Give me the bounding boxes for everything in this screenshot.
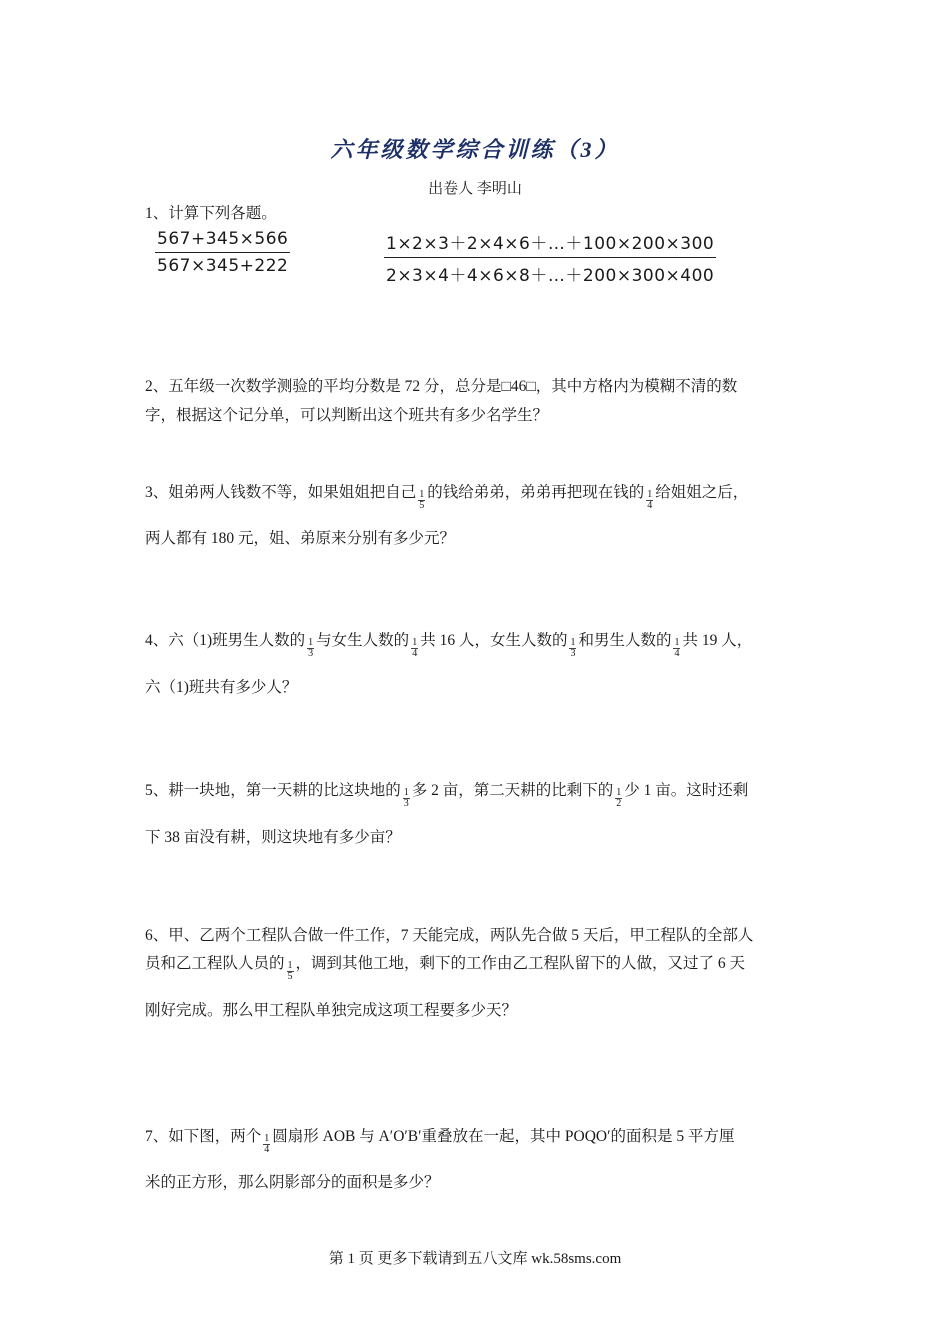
q1-expr2-numerator: 1×2×3＋2×4×6＋…＋100×200×300 bbox=[386, 234, 715, 254]
question-4-line-2: 六（1)班共有多少人？ bbox=[145, 679, 298, 696]
q6-fraction-1 bbox=[287, 961, 294, 982]
q4-f3-numerator: 1 bbox=[570, 636, 576, 648]
q4-text-1: 4、六（1)班男生人数的 bbox=[145, 632, 306, 649]
q4-text-4: 和男生人数的 bbox=[578, 632, 672, 649]
q5-f2-denominator: 2 bbox=[616, 797, 622, 809]
q1-expression-1 bbox=[155, 229, 290, 276]
q3-f2-denominator: 4 bbox=[647, 499, 653, 511]
q7-text-1: 7、如下图，两个 bbox=[145, 1128, 262, 1145]
q5-fraction-2 bbox=[615, 788, 622, 809]
q5-text-2: 多 2 亩，第二天耕的比剩下的 bbox=[411, 782, 614, 799]
q1-expr1-numerator: 567+345×566 bbox=[157, 229, 289, 249]
question-1-text: 1、计算下列各题。 bbox=[145, 205, 277, 222]
q4-fraction-2 bbox=[411, 638, 418, 659]
q3-fraction-2 bbox=[646, 490, 653, 511]
question-3-line-2: 两人都有 180 元，姐、弟原来分别有多少元？ bbox=[145, 530, 456, 547]
q4-fraction-1 bbox=[307, 638, 314, 659]
q4-f4-denominator: 4 bbox=[674, 647, 680, 659]
q7-f1-numerator: 1 bbox=[264, 1132, 270, 1144]
q3-f2-numerator: 1 bbox=[647, 488, 653, 500]
q4-f2-denominator: 4 bbox=[412, 647, 418, 659]
question-2-line-2: 字，根据这个记分单，可以判断出这个班共有多少名学生？ bbox=[145, 407, 549, 424]
q4-f2-numerator: 1 bbox=[412, 636, 418, 648]
question-7-line-2: 米的正方形，那么阴影部分的面积是多少？ bbox=[145, 1174, 440, 1191]
q3-text-1: 3、姐弟两人钱数不等，如果姐姐把自己 bbox=[145, 484, 417, 501]
q4-f3-denominator: 3 bbox=[570, 647, 576, 659]
q6-text-2: ，调到其他工地，剩下的工作由乙工程队留下的人做，又过了 6 天 bbox=[295, 955, 746, 972]
question-4-line-1 bbox=[145, 628, 807, 659]
question-6-line-1: 6、甲、乙两个工程队合做一件工作，7 天能完成，两队先合做 5 天后，甲工程队的全部人 bbox=[145, 927, 754, 944]
q4-f1-denominator: 3 bbox=[308, 647, 314, 659]
q3-text-2: 的钱给弟弟，弟弟再把现在钱的 bbox=[427, 484, 645, 501]
q7-f1-denominator: 4 bbox=[264, 1143, 270, 1155]
q3-fraction-1 bbox=[418, 490, 425, 511]
q7-fraction-1 bbox=[263, 1134, 270, 1155]
question-7-line-1 bbox=[145, 1124, 807, 1155]
q3-text-3: 给姐姐之后， bbox=[655, 484, 749, 501]
question-6-line-3: 刚好完成。那么甲工程队单独完成这项工程要多少天？ bbox=[145, 1002, 518, 1019]
question-2-line-1: 2、五年级一次数学测验的平均分数是 72 分，总分是□46□，其中方格内为模糊不清的数 bbox=[145, 378, 738, 395]
q6-f1-numerator: 1 bbox=[287, 959, 293, 971]
q3-f1-denominator: 5 bbox=[419, 499, 425, 511]
q5-text-1: 5、耕一块地，第一天耕的比这块地的 bbox=[145, 782, 401, 799]
question-5-line-2: 下 38 亩没有耕，则这块地有多少亩？ bbox=[145, 829, 401, 846]
q4-text-3: 共 16 人，女生人数的 bbox=[420, 632, 568, 649]
q4-text-2: 与女生人数的 bbox=[316, 632, 410, 649]
q4-f1-numerator: 1 bbox=[308, 636, 314, 648]
question-6-line-2 bbox=[145, 951, 807, 982]
q4-text-5: 共 19 人， bbox=[682, 632, 753, 649]
author-line: 出卷人 李明山 bbox=[428, 181, 522, 197]
page-title: 六年级数学综合训练（3） bbox=[330, 137, 620, 162]
question-3-line-1 bbox=[145, 480, 807, 511]
q1-expression-2 bbox=[384, 229, 716, 286]
q4-fraction-4 bbox=[673, 638, 680, 659]
q3-f1-numerator: 1 bbox=[419, 488, 425, 500]
q4-f4-numerator: 1 bbox=[674, 636, 680, 648]
q7-text-2: 圆扇形 AOB 与 A′O′B′重叠放在一起，其中 POQO′的面积是 5 平方厘 bbox=[272, 1128, 735, 1145]
q6-text-1: 员和乙工程队人员的 bbox=[145, 955, 285, 972]
q5-text-3: 少 1 亩。这时还剩 bbox=[624, 782, 749, 799]
question-5-line-1 bbox=[145, 778, 807, 809]
q4-fraction-3 bbox=[569, 638, 576, 659]
q5-f1-denominator: 3 bbox=[403, 797, 409, 809]
q5-f1-numerator: 1 bbox=[403, 786, 409, 798]
page-footer: 第 1 页 更多下载请到五八文库 wk.58sms.com bbox=[328, 1251, 622, 1267]
q5-fraction-1 bbox=[403, 788, 410, 809]
q1-expr1-denominator: 567×345+222 bbox=[155, 252, 290, 276]
q1-expr2-denominator: 2×3×4＋4×6×8＋…＋200×300×400 bbox=[384, 257, 716, 286]
q6-f1-denominator: 5 bbox=[287, 970, 293, 982]
q5-f2-numerator: 1 bbox=[616, 786, 622, 798]
